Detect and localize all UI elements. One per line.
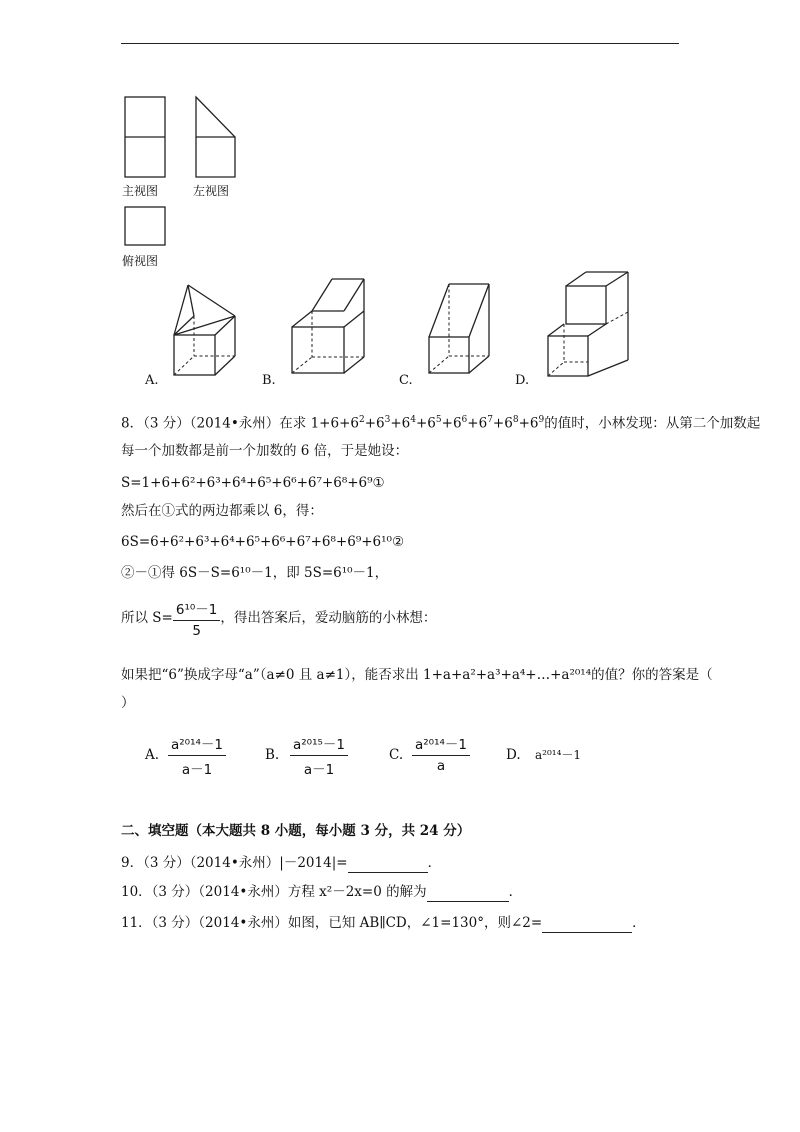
solid-option-a [168, 280, 243, 380]
q8-meta: （3 分）（2014•永州） [143, 415, 280, 432]
three-views-figure [120, 94, 250, 254]
q9-text: 9．（3 分）（2014•永州）|－2014|= [121, 855, 348, 871]
q8-line-9: ） [121, 695, 135, 711]
q8-option-b-numerator: a²⁰¹⁵－1 [290, 733, 348, 756]
q8-option-d-label: D. [506, 747, 521, 763]
solid-option-d [544, 266, 634, 381]
q8-option-b-fraction [290, 733, 348, 778]
q11-answer-blank[interactable] [542, 914, 632, 933]
q8-equation-1: S=1+6+6²+6³+6⁴+6⁵+6⁶+6⁷+6⁸+6⁹① [121, 475, 385, 491]
q8-line-7-end: ，得出答案后，爱动脑筋的小林想： [220, 610, 437, 626]
front-view-label: 主视图 [122, 184, 159, 198]
q8-intro-end: 的值时，小林发现：从第二个加数起 [544, 415, 761, 432]
q7-option-c-label: C. [399, 373, 413, 388]
q8-option-c-fraction [412, 733, 470, 774]
q10-line [121, 883, 522, 902]
q7-option-a-label: A. [145, 373, 159, 388]
q8-option-c-label: C. [389, 747, 404, 763]
q8-intro: 在求 1+6 [279, 415, 340, 432]
q10-answer-blank[interactable] [427, 883, 509, 902]
q10-text: 10．（3 分）（2014•永州）方程 x²－2x=0 的解为 [121, 884, 427, 900]
q8-option-a-numerator: a²⁰¹⁴－1 [168, 733, 226, 756]
q11-text: 11．（3 分）（2014•永州）如图，已知 AB∥CD，∠1=130°，则∠2= [121, 915, 543, 931]
section-2-title: 二、填空题（本大题共 8 小题，每小题 3 分，共 24 分） [121, 823, 471, 839]
q8-fraction [173, 598, 221, 639]
q10-end: ． [508, 884, 523, 900]
q8-line-1: 8．（3 分）（2014•永州）在求 $1+6+6^2+6^3+6^4+6^5+6^6+6^7+6^8+6^9$的值时，小林发现：从第二个加数起 [121, 415, 761, 432]
q8-option-c-denominator: a [436, 758, 446, 774]
q8-line-4: 然后在①式的两边都乘以 6，得： [121, 503, 323, 519]
q8-fraction-denominator: 5 [192, 623, 201, 639]
q8-option-b-denominator: a－1 [303, 762, 335, 778]
solid-option-c [424, 280, 494, 380]
q11-end: ． [632, 915, 646, 931]
q8-option-a-label: A. [145, 747, 160, 763]
top-view-label: 俯视图 [122, 254, 159, 268]
q9-end: ． [427, 855, 442, 871]
q9-line [121, 854, 441, 873]
q8-line-7 [121, 598, 436, 639]
q8-option-c-numerator: a²⁰¹⁴－1 [412, 733, 470, 756]
q8-equation-2: 6S=6+6²+6³+6⁴+6⁵+6⁶+6⁷+6⁸+6⁹+6¹⁰② [121, 534, 405, 550]
header-rule [121, 43, 679, 44]
q7-option-b-label: B. [262, 373, 276, 388]
q11-line [121, 914, 646, 933]
q9-answer-blank[interactable] [348, 854, 428, 873]
top-view-shape [125, 207, 165, 245]
q8-line-8: 如果把“6”换成字母“a”（a≠0 且 a≠1），能否求出 1+a+a²+a³+a⁴+…+a²⁰¹⁴的值？你的答案是（ [121, 667, 713, 683]
q8-line-6: ②－①得 6S－S=6¹⁰－1，即 5S=6¹⁰－1， [121, 565, 389, 581]
left-view-label: 左视图 [193, 184, 230, 198]
q8-option-a-denominator: a－1 [181, 762, 213, 778]
q8-s-equals: 所以 S= [121, 610, 173, 626]
q8-line-2: 每一个加数都是前一个加数的 6 倍，于是她设： [121, 443, 409, 459]
q8-option-a-fraction [168, 733, 226, 778]
q8-number: 8． [121, 415, 144, 432]
q8-option-b-label: B. [265, 747, 280, 763]
q8-option-d-expression: a²⁰¹⁴－1 [535, 748, 582, 762]
q7-option-d-label: D. [515, 373, 530, 388]
q8-fraction-numerator: 6¹⁰－1 [173, 598, 221, 621]
solid-option-b [286, 275, 381, 380]
